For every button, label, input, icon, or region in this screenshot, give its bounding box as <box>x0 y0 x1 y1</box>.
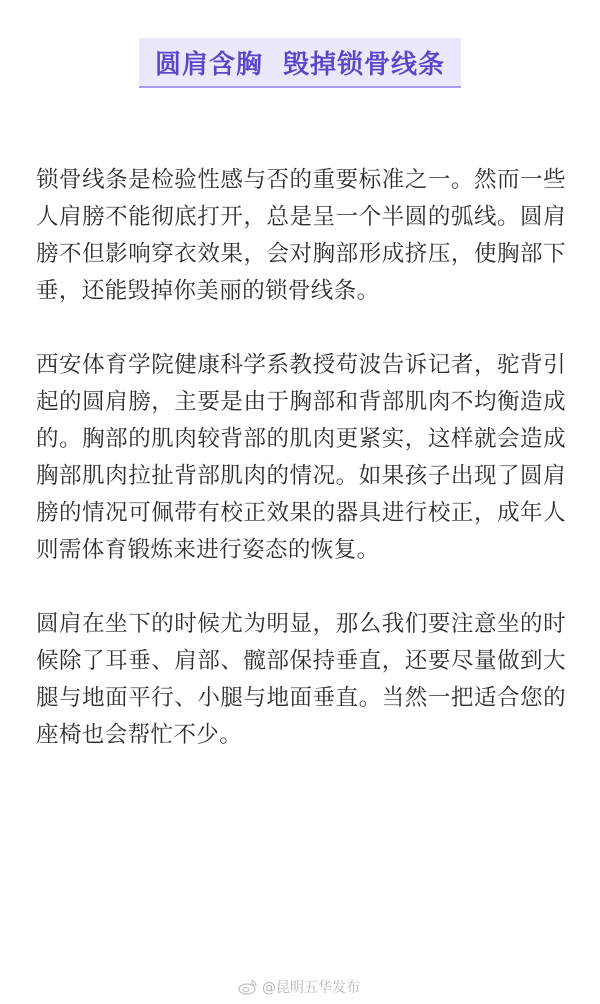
paragraph-3: 圆肩在坐下的时候尤为明显，那么我们要注意坐的时候除了耳垂、肩部、髋部保持垂直，还要尽量做到大腿与地面平行、小腿与地面垂直。当然一把适合您的座椅也会帮忙不少。 <box>36 611 566 748</box>
article-title: 圆肩含胸 毁掉锁骨线条 <box>154 50 446 80</box>
title-highlight-box <box>139 38 461 88</box>
article-body <box>36 162 566 754</box>
title-banner <box>0 38 600 88</box>
watermark-text: @昆明五华发布 <box>262 980 360 996</box>
weibo-icon <box>238 979 258 995</box>
paragraph-2: 西安体育学院健康科学系教授苟波告诉记者，驼背引起的圆肩膀，主要是由于胸部和背部肌肉不均衡造成的。胸部的肌肉较背部的肌肉更紧实，这样就会造成胸部肌肉拉扯背部肌肉的情况。如果孩子出现了圆肩膀的情况可佩带有校正效果的器具进行校正，成年人则需体育锻炼来进行姿态的恢复。 <box>36 352 566 563</box>
watermark <box>238 977 360 997</box>
paragraph-1: 锁骨线条是检验性感与否的重要标准之一。然而一些人肩膀不能彻底打开，总是呈一个半圆的弧线。圆肩膀不但影响穿衣效果，会对胸部形成挤压，使胸部下垂，还能毁掉你美丽的锁骨线条。 <box>36 167 566 304</box>
